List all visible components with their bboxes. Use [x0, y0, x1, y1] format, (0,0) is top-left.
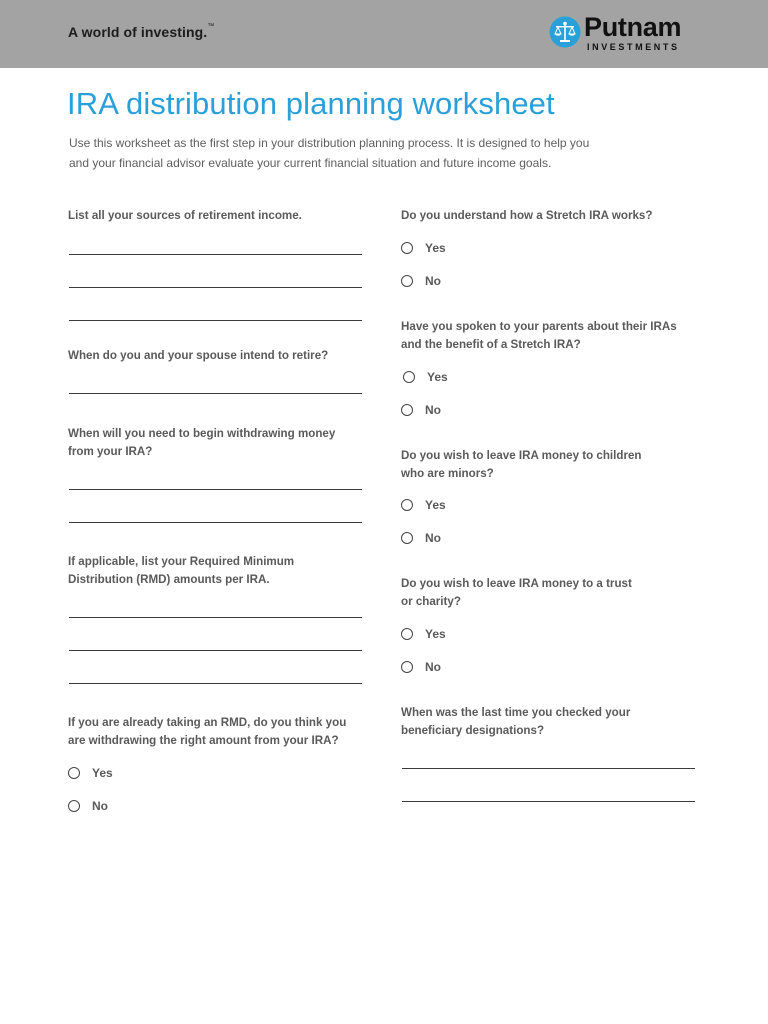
question-children-minors	[401, 447, 642, 483]
question-trust-charity	[401, 575, 632, 611]
option-label-no: No	[92, 799, 108, 813]
answer-line-withdraw-start-1[interactable]	[69, 489, 362, 490]
radio-circle-icon[interactable]	[401, 661, 413, 673]
intro-line: and your financial advisor evaluate your current financial situation and future income goals.	[69, 156, 552, 170]
question-withdraw-start	[68, 425, 335, 461]
radio-circle-icon[interactable]	[401, 404, 413, 416]
radio-circle-icon[interactable]	[403, 371, 415, 383]
page-title: IRA distribution planning worksheet	[67, 86, 555, 121]
option-label-no: No	[425, 531, 441, 545]
answer-line-retirement-income-2[interactable]	[69, 287, 362, 288]
radio-circle-icon[interactable]	[68, 800, 80, 812]
question-text: beneficiary designations?	[401, 724, 545, 737]
question-rmd-right-amount	[68, 714, 346, 750]
option-label-no: No	[425, 274, 441, 288]
question-rmd-amounts	[68, 553, 294, 589]
question-text: Have you spoken to your parents about their IRAs	[401, 320, 677, 333]
answer-line-rmd-2[interactable]	[69, 650, 362, 651]
intro-line: Use this worksheet as the first step in your distribution planning process. It is designed to help you	[69, 136, 590, 150]
question-text: Do you wish to leave IRA money to children	[401, 449, 642, 462]
question-stretch-ira	[401, 207, 652, 225]
tagline: A world of investing.™	[68, 23, 215, 40]
question-text: from your IRA?	[68, 445, 153, 458]
option-label-yes: Yes	[92, 766, 113, 780]
question-text: List all your sources of retirement income.	[68, 209, 302, 222]
logo-wordmark: Putnam	[584, 12, 682, 42]
radio-circle-icon[interactable]	[401, 532, 413, 544]
question-text: Distribution (RMD) amounts per IRA.	[68, 573, 270, 586]
option-label-no: No	[425, 660, 441, 674]
answer-line-beneficiary-1[interactable]	[402, 768, 695, 769]
logo-subtitle: INVESTMENTS	[587, 42, 680, 52]
question-text: If applicable, list your Required Minimum	[68, 555, 295, 568]
question-text: are withdrawing the right amount from your IRA?	[68, 734, 339, 747]
question-text: or charity?	[401, 595, 461, 608]
option-label-yes: Yes	[425, 627, 446, 641]
trademark-mark: ™	[207, 23, 215, 30]
question-text: When will you need to begin withdrawing money	[68, 427, 336, 440]
radio-circle-icon[interactable]	[401, 242, 413, 254]
question-retire-date	[68, 347, 328, 365]
answer-line-retire-date[interactable]	[69, 393, 362, 394]
answer-line-retirement-income-1[interactable]	[69, 254, 362, 255]
option-label-yes: Yes	[425, 498, 446, 512]
question-text: When do you and your spouse intend to retire?	[68, 349, 329, 362]
answer-line-retirement-income-3[interactable]	[69, 320, 362, 321]
answer-line-rmd-3[interactable]	[69, 683, 362, 684]
putnam-logo	[549, 14, 701, 54]
scales-icon	[549, 16, 581, 48]
question-text: and the benefit of a Stretch IRA?	[401, 338, 581, 351]
radio-circle-icon[interactable]	[68, 767, 80, 779]
option-label-yes: Yes	[427, 370, 448, 384]
intro-text	[69, 133, 629, 173]
header-bar	[0, 0, 768, 68]
radio-circle-icon[interactable]	[401, 628, 413, 640]
question-text: Do you understand how a Stretch IRA works?	[401, 209, 653, 222]
question-text: If you are already taking an RMD, do you think you	[68, 716, 347, 729]
question-retirement-income	[68, 207, 302, 225]
answer-line-rmd-1[interactable]	[69, 617, 362, 618]
option-label-no: No	[425, 403, 441, 417]
radio-circle-icon[interactable]	[401, 499, 413, 511]
answer-line-beneficiary-2[interactable]	[402, 801, 695, 802]
answer-line-withdraw-start-2[interactable]	[69, 522, 362, 523]
question-text: When was the last time you checked your	[401, 706, 631, 719]
question-text: Do you wish to leave IRA money to a trust	[401, 577, 632, 590]
option-label-yes: Yes	[425, 241, 446, 255]
question-beneficiary	[401, 704, 630, 740]
question-text: who are minors?	[401, 467, 494, 480]
question-parents-iras	[401, 318, 677, 354]
radio-circle-icon[interactable]	[401, 275, 413, 287]
